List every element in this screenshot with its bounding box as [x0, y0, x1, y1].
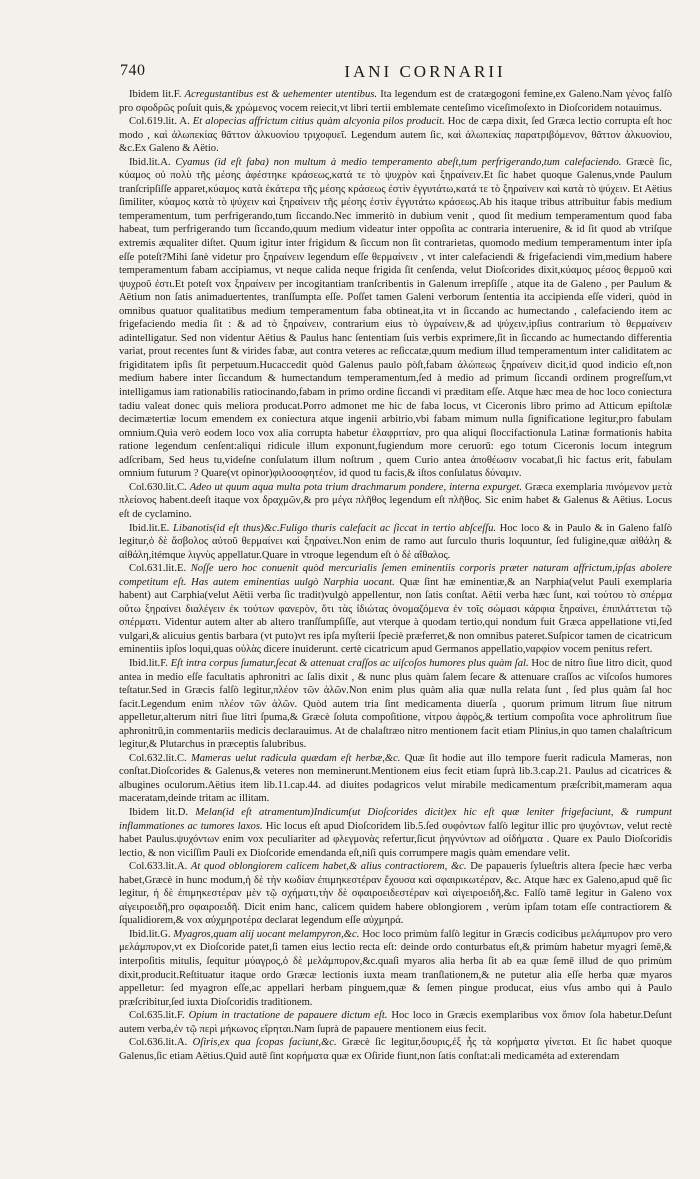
entry-reference: Ibid.lit.F.	[129, 657, 168, 669]
commentary-entry	[119, 752, 672, 806]
commentary-entry	[119, 88, 672, 115]
commentary-entry	[119, 562, 672, 657]
commentary-entry	[119, 1009, 672, 1036]
entry-text: Quæ ſint hæ eminentiæ,& an Narphia(velut Pauli exemplaria habent) aut Carphia(velut Aëtii verba ſic tradit)vulgò appellentur, non ſatis conſtat. Aëtii verba hæc ſunt, καὶ τούτου τὸ σπέρμα οὕτω ξηραίνει διαλέγειν ἐκ τούτων φανερὸν, ὅτι τὰς ἰδιώτας ὀνομαζόμενα ἐν τοῖς σώμασι κάρφια ξηραίνει, ἐπιπλάττεται τῷ σπέρματι. Videntur autem alter ab altero tranſſumpſiſſe, aut vterque à quodam tertio,qui nondum fuit Græca appellatione vti,ſed vulgari,& alicuius gentis barbara (vt puto)vt res ipſa myſterii ſpeciè præferret,& non omnibus pateret.Suſpicor tamen de cicatricum eminentiis ipſos loqui,quas οὐλὰς dicere inuiderunt. certè cicatricum apud Germanos appellatio,ναρφίον vocem penitus refert.	[119, 576, 672, 656]
entry-reference: Col.632.lit.C.	[129, 752, 187, 764]
commentary-entry	[119, 806, 672, 860]
entry-lemma: Cyamus (id eſt faba) non multum à medio temperamento abeſt,tum perfrigerando,tum calefaciendo.	[175, 156, 622, 168]
entry-reference: Ibid.lit.E.	[129, 522, 170, 534]
entry-text: Hoc de cæpa dixit, ſed Græca lectio corrupta eſt hoc modo , καὶ ἀλωπεκίας θᾶττον ἀλκυονίου τριχοφυεῖ. Legendum autem ſic, καὶ ἀλωπεκίας παρατριβόμενον, θᾶττον ἀλκυονίου, &c.Ex Galeno & Aëtio.	[119, 116, 672, 155]
entry-lemma: Melan(id eſt atramentum)Indicum(ut Dioſcorides dicit)ex hic eſt quæ leniter frigefaciunt, & rumpunt inflammationes ac tumores laxos.	[119, 806, 672, 832]
entry-reference: Col.630.lit.C.	[129, 481, 187, 493]
entry-reference: Col.631.lit.E.	[129, 563, 187, 575]
entry-reference: Ibid.lit.G.	[129, 928, 171, 940]
entry-lemma: Oſiris,ex qua ſcopas faciunt,&c.	[192, 1037, 337, 1049]
entry-lemma: Adeo ut quum aqua multa pota trium drachmarum pondere, interna expurget.	[189, 481, 523, 493]
commentary-entry	[119, 522, 672, 563]
entry-lemma: Myagros,quam alij uocant melampyron,&c.	[173, 928, 360, 940]
entry-text: Græcè ſic legitur,ὄσυρις,ἐξ ἧς τὰ κορήματα γίνεται. Et ſic habet quoque Galenus,ſic etiam Aëtius.Quid autē ſint κορήματα quæ ex Oſiride fiunt,non ſatis conſtat:ali medicaméta ad exterendam	[119, 1037, 672, 1062]
entry-text: Hic locus eſt apud Dioſcoridem lib.5.ſed συφόντων falſò legitur illic pro ψυχόντων, velut rectè habet Paulus.ψυχόντων enim vox peculiariter ad φλεγμονὰς refertur,ſicut ῥηγνύντων ad οἰδήματα . Quare ex Paulo Dioſcoridis lectio, & non viciſſim Pauli ex Dioſcoride emendanda eſt,niſi quis corrumpere magis quàm emendare velit.	[119, 820, 672, 859]
entry-lemma: At quod oblongiorem calicem habet,& alius contractiorem, &c.	[190, 861, 467, 873]
commentary-entry	[119, 1036, 672, 1063]
page-number: 740	[120, 62, 146, 79]
entry-reference: Ibid.lit.A.	[129, 156, 171, 168]
entry-lemma: Opium in tractatione de papauere dictum eſt.	[188, 1010, 388, 1022]
entry-reference: Col.636.lit.A.	[129, 1037, 188, 1049]
entry-lemma: Et alopecias affrictum citius quàm alcyonia pilos producit.	[192, 116, 445, 128]
running-title: IANI CORNARII	[344, 62, 506, 81]
page-header	[120, 62, 670, 86]
entry-text: Hoc loco & in Paulo & in Galeno falſò legitur,ὁ δὲ ἄσβολος αὐτοῦ θερμαίνει καὶ ξηραίνει.Non enim de ramo aut ſurculo thuris loquuntur, ſed fuligine,quæ αἰθάλη & αἰθάλη,itémque λιγνὺς appellatur.Quare in vtroque legendum eſt ὁ δὲ αἴθαλος.	[119, 522, 672, 561]
entry-text: Græcè ſic, κύαμος οὐ πολὺ τῆς μέσης ἀφέστηκε κράσεως,κατά τε τὸ ψυχρὸν καὶ ξηραίνειν.Et ſic habet quoque Galenus,vnde Paulum tranſcripſiſſe apparet,κύαμος κατὰ ἐκάτερα τῆς μέσης κράσεως ἐστὶν ἐγγυτάτω,κατά τε τὸ ξηραίνειν καὶ κατὰ τὸ ψύχειν. Et Aëtius ſimiliter, κύαμος κατὰ τὸ ψύχειν καὶ ξηραίνειν τῆς μέσης ἐστὶν ἐγγυτάτω κράσεως.Ab his itaque tribus attribuitur fabis medium temperamentum, tum perfrigerando,tum ſiccando.Nec immeritò in dubium venit , quod ſit medium temperamentum quod faba habeat, tum perfrigerando tum ſiccando,quum medium videatur inter oppoſita ac contraria interuenire, & id ſit quod ab vtriſque extremis æqualiter diſtet. Quum igitur inter frigidum & ſiccum non ſit contrarietas, quomodo medium temperamentum inter ipſa eſſe poteſt?Mihi ſanè videtur pro ξηραίνειν legendum eſſe θερμαίνειν , vt inter calefaciendi & frigefaciendi vim,medium habere temperamentum fabam accipiamus, vt neque calida neque frigida ſit cenſenda, velut Dioſcorides dixit,κύαμος μέσος θερμοῦ καὶ ψυχροῦ ἐστι.Et poteſt vox ξηραίνειν per incogitantiam tranſcribentis in Galenum irrepſiſſe , atque ita de Galeno , per Paulum & Aëtium non ſatis animaduertentes, tranſſumpta eſſe. Poſſet tamen Galeni verborum ſententia ita accipienda eſſe videri, quòd in omnibus quatuor qualitatibus medium temperamentum faba obtineat,ita vt in ſiccando ac humectando , calefaciendo item ac frigefaciendo media ſit : & ad τὸ ξηραίνειν, contrarium eius τὸ ὑγραίνειν,& ad ψύχειν,ipſius contrarium τὸ θερμαίνειν adintelligatur. Sed non videntur Aëtius & Paulus hanc ſententiam ſuis verbis exprimere,ſit in ſiccando ac humectando differentia variat, prout recentes ſunt & virides fabæ, aut contra veteres ac reſiccatæ,quum medium illud temperamentum inter caliditatem ac frigiditatem ipſis ſit perpetuum.Hucaccedit quòd Galenus paulo pòſt,fabam ἀλώπεως ξηραίνειν dicit,id quod indicio eſt,non medium habere inter ſiccandum & humectandum temperamentum,ſed à medio ad primum ſiccandi ordinem progreſſum,vt intelligamus iam rationabilis ratiocinando,fabam in primo ordine ſiccandi vi præditam eſſe. Atque hæc mea de hoc loco coniectura tadiu valeat donec quis meliora producat.Porro admonet me hic de faba locus, vt Ciceronis libro primo ad Atticum epiſtolæ decimætertiæ locum emendem ex coniectura atque ingenii arbitrio,vbi fabam mimum nulla ſignificatione legitur,pro fabulam omnium.Quia verò eodem loco vox alia corrupta habetur ἐλαφριτίαν, pro qua aliqui ſloccifactionula Latinæ formationis habita ratione legendum cenſent:aliqui ridicule illum exponunt,fugiendum more ceruorū: ego totum Ciceronis locum integrum adſcribam, Sed heus tu,videſne conſulatum illum noſtrum , quem Curio antea ἀποθέωσιν vocabat,ſi hic factus erit, fabulam omnium futurum ? Quare(vt opinor)φιλοσοφητέον, id quod tu facis,& iſtos conſulatus δύναμιν.	[119, 156, 672, 480]
commentary-entry	[119, 928, 672, 1009]
entry-lemma: Eſt intra corpus ſumatur,ſecat & attenuat craſſos ac uiſcoſos humores plus quàm ſal.	[170, 657, 529, 669]
entry-text: De papaueris ſylueſtris altera ſpecie hæc verba habet,Græcè in hunc modum,ἡ δὲ τὴν κωδίαν ἐπιμηκεστέραν ἔχουσα καὶ σφαιρικωτέραν, &c. Atque hæc ex Galeno,apud quē ſic legitur, ἡ δὲ ἐπιμηκεστέραν μὲν τῷ σχήματι,τὴν δὲ σφαιροειδεστέραν καὶ αἰγειροειδῆ,&c. Falſò tamē legitur in Galeno vox αἰγειροειδῆ,pro σφαιροειδῆ. Dicit enim hanc, calicem quidem habere oblongiorem , verùm ipſam totam eſſe contractiorem & ſqualidiorem,& vox αὐχμηροτέρα declarat legendum eſſe αὐχμηρά.	[119, 861, 672, 927]
entry-text: Ita legendum est de cratægogoni femine,ex Galeno.Nam γένος falſò pro σφοδρῶς poſuit quis,& χρώμενος vocem reiecit,vt libri tertii emblemate centeſimo viceſimoſexto in Dioſcoridem notauimus.	[119, 89, 672, 114]
entry-lemma: Acregustantibus est & uehementer utentibus.	[184, 89, 378, 100]
entry-text: Hoc loco primùm falſò legitur in Græcis codicibus μελάμπυρον pro vero μελάμπυρον,vt ex Dioſcoride patet,ſi tamen eius lectio recta eſt: deinde ordo conturbatus eſt,& primùm habetur myagri ſemē,& interpoſitis mitulis, ſequitur μύαγρος,ὁ δὲ μελάμπυρον,&c.quaſi myaros alia herba ſit ab ea quæ ſemē illud de quo primùm dixit,producit.Reſtituatur itaque ordo Græcæ lectionis iuxta meam tranſlationem,& ne putetur alia eſſe herba quæ myaros appelletur: ſed myagron eſſe,ac appellari herbam pinguem,quæ & ſemen pingue producat, eius vſus ambo qui à Paulo præſcribitur,ſed iuxta Dioſcoridis traditionem.	[119, 928, 672, 1008]
entry-text: Hoc de nitro ſiue litro dicit, quod antea in medio eſſe facultatis aphronitri ac ſalis dixit , & nunc plus quàm ſalem ſecare & attenuare craſſos ac viſcoſos humores teſtatur.Sed in Græcis falſò legitur,πλέον τῶν ἁλῶν.Non enim plus quàm alia quæ nulla relata ſunt , ſed plus quàm ſal hoc facit.Legendum enim πλέον τῶν ἁλῶν. Quòd autem tria ſint medicamenta diuerſa , quorum primum litrum ſiue nitrum appelletur,alterum nitri ſiue litri ſpuma,& Græcè ſoluta compoſitione, νίτρου ἀφρὸς,& tertium compoſita voce aphrolitrum ſiue aphronitrū,in commentariis medicis declarauimus. At de chalaſtræo nitro mentionem facit etiam Plinius,in quo tamen chalaſtricum legitur,& Plutarchus in præceptis ſalubribus.	[119, 657, 672, 751]
commentary-entry	[119, 481, 672, 522]
entry-reference: Col.619.lit. A.	[129, 116, 190, 128]
entry-reference: Col.635.lit.F.	[129, 1010, 185, 1022]
entry-text: Quæ ſit hodie aut illo tempore fuerit radicula Mameras, non conſtat.Dioſcorides & Galenus,& veteres non meminerunt.Mentionem eius fecit etiam ſuprà lib.3.cap.21. Paulus ad cicatrices & albugines oculorum.Aëtius item lib.11.cap.44. ad diuites podagricos velut mirabile medicamentum præſcribit,mameram aqua maceratam,deinde tritam ac illitam.	[119, 752, 672, 805]
commentary-entry	[119, 657, 672, 752]
entry-lemma: Mameras uelut radicula quædam eſt herbæ,&c.	[190, 752, 401, 764]
entry-lemma: Noſſe uero hoc conuenit quòd mercurialis ſemen eminentiis corporis præter naturam affrictum,ipſas abolere competitum eſt. Has autem eminentias uulgò Narphia uocant.	[119, 563, 672, 588]
entry-text: Hoc loco in Græcis exemplaribus vox ὄπιον ſola habetur.Deſunt autem verba,ἐν τῷ περὶ μήκωνος εἴρηται.Nam ſuprà de papauere mentionem eius fecit.	[119, 1010, 672, 1035]
commentary-entry	[119, 156, 672, 481]
commentary-body	[119, 88, 672, 1149]
entry-lemma: Libanotis(id eſt thus)&c.Fuligo thuris calefacit ac ſiccat in tertio abſceſſu.	[172, 522, 497, 534]
commentary-entry	[119, 115, 672, 156]
entry-reference: Ibidem lit.D.	[129, 806, 188, 818]
entry-reference: Ibidem lit.F.	[129, 89, 182, 100]
entry-text: Græca exemplaria πινόμενον μετὰ πλείονος habent.deeſt itaque vox δραχμῶν,& pro μέγα πλῆθος legendum eſt πλῆθος. Sic enim habet & Galenus & Aëtius. Locus eſt de cyclamino.	[119, 481, 672, 520]
commentary-entry	[119, 860, 672, 928]
entry-reference: Col.633.lit.A.	[129, 861, 188, 873]
